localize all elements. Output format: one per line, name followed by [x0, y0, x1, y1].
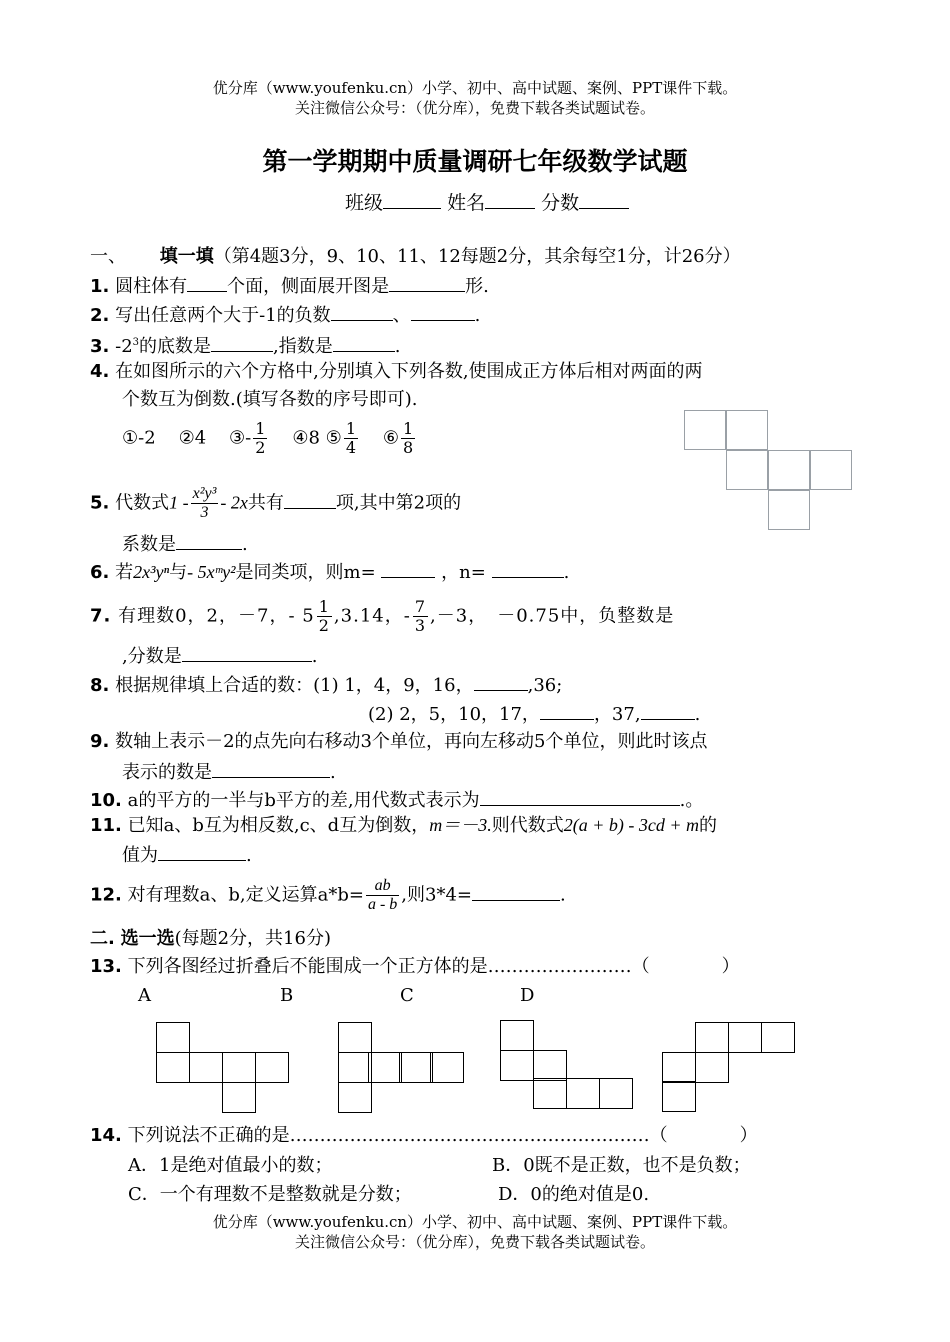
q6-text-4: ，n=: [441, 562, 486, 583]
question-3: [90, 331, 401, 359]
q12-text-2: ,则3*4=: [401, 884, 472, 906]
section-1-name: 填一填: [159, 246, 214, 267]
q4-cube-net-figure: [684, 410, 854, 532]
q4-number: 4.: [90, 361, 110, 382]
net-square: [726, 410, 768, 450]
q11-expr-1: m＝－3.: [429, 815, 492, 835]
net-square: [695, 1022, 729, 1053]
q6-blank-m: [381, 559, 435, 578]
question-6: [90, 559, 569, 585]
q5-denominator: 3: [200, 504, 209, 521]
q13-label-b: B: [280, 985, 294, 1006]
q5-text-4: .: [242, 534, 248, 555]
q6-expr-2: - 5xᵐy²: [187, 562, 236, 582]
net-square: [255, 1052, 289, 1083]
q7-fraction: [413, 598, 428, 635]
question-10: [90, 787, 703, 813]
q3-text-3: ,指数是: [273, 336, 333, 357]
q13-label-a: A: [138, 985, 151, 1006]
q14-option-c: C．一个有理数不是整数就是分数；: [128, 1184, 412, 1205]
q5-text-2: 共有: [247, 492, 284, 514]
q6-number: 6.: [90, 562, 110, 583]
section-1-label: 一、: [90, 246, 126, 267]
q12-fraction: [366, 877, 399, 914]
q10-blank: [480, 787, 680, 806]
q9-line-2: [122, 759, 336, 785]
score-blank: [579, 190, 629, 209]
q2-text-2: 、: [392, 305, 411, 326]
q7-numerator: 7: [414, 597, 427, 616]
q4-line-2: 个数互为倒数.(填写各数的序号即可).: [122, 389, 418, 410]
q3-base: -2: [115, 336, 133, 357]
q12-numerator: ab: [366, 877, 399, 896]
q1-number: 1.: [90, 276, 110, 297]
q2-text-3: .: [474, 305, 481, 326]
net-square: [399, 1052, 433, 1083]
q8-blank-2: [540, 701, 594, 720]
section-1-desc: （第4题3分，9、10、11、12每题2分，其余每空1分，计26分）: [213, 246, 741, 267]
net-square: [156, 1052, 190, 1083]
q6-text-1: 若: [115, 562, 134, 583]
score-label: 分数: [541, 192, 580, 214]
q1-text-3: 形.: [465, 276, 489, 297]
section-1-heading: [90, 245, 741, 269]
q14-option-a: A．1是绝对值最小的数；: [128, 1155, 333, 1176]
net-square: [338, 1082, 372, 1113]
class-blank: [383, 190, 441, 209]
section-2-name: 选一选: [120, 928, 175, 949]
q8-text-1: 根据规律填上合适的数：(1) 1，4，9，16，: [115, 675, 474, 696]
q7-mixed-whole: - 5: [288, 605, 315, 627]
section-2-desc: (每题2分，共16分): [174, 928, 331, 949]
q2-text-1: 写出任意两个大于-1的负数: [115, 305, 331, 326]
net-square: [599, 1078, 633, 1109]
q3-text-4: .: [394, 336, 401, 357]
q9-text-3: .: [330, 762, 336, 783]
net-square: [430, 1052, 464, 1083]
q12-blank: [472, 882, 560, 901]
q11-line-2: [122, 842, 252, 868]
q11-blank: [158, 842, 246, 861]
q4-option-1: ①-2: [122, 427, 156, 449]
q12-text-1: 对有理数a、b,定义运算a*b=: [127, 884, 364, 906]
q8-text-5: .: [694, 704, 701, 725]
q13-text-1: 下列各图经过折叠后不能围成一个正方体的是……………………（ ）: [127, 956, 740, 977]
name-blank: [485, 190, 535, 209]
q4-option-6-denominator: 8: [403, 438, 414, 457]
net-square: [368, 1052, 402, 1083]
net-square: [662, 1081, 696, 1112]
q4-option-5-fraction: [344, 420, 358, 457]
q7-text-3: ,－3， －0.75中，负整数是: [430, 605, 675, 627]
q4-option-3-numerator: 1: [255, 419, 266, 438]
q5-blank-2: [176, 531, 242, 550]
q7-mixed-numerator: 1: [318, 597, 330, 616]
q2-blank-2: [411, 302, 475, 321]
question-11: [90, 813, 717, 838]
q10-text-2: .。: [679, 790, 704, 811]
header-line-1: 优分库（www.youfenku.cn）小学、初中、高中试题、案例、PPT课件下载。: [212, 79, 738, 97]
q5-expr-2: - 2x: [220, 492, 248, 513]
q8-blank-3: [641, 701, 695, 720]
net-square: [810, 450, 852, 490]
q4-options: [122, 420, 417, 457]
q11-text-3: 的: [698, 815, 717, 836]
q4-line-1: 在如图所示的六个方格中,分别填入下列各数,使围成正方体后相对两面的两: [115, 361, 703, 382]
q6-text-5: .: [563, 562, 570, 583]
q5-line-2-text: 系数是: [122, 534, 176, 555]
q5-text-3: 项,其中第2项的: [335, 492, 462, 514]
q11-text-4: .: [246, 845, 252, 866]
question-5: [90, 485, 461, 522]
q4-option-2: ②4: [178, 427, 207, 449]
q4-option-5: ⑤: [325, 427, 342, 449]
q2-number: 2.: [90, 305, 110, 326]
q5-text-1: 代数式: [115, 492, 170, 514]
net-square: [500, 1050, 534, 1081]
q10-text-1: a的平方的一半与b平方的差,用代数式表示为: [127, 790, 480, 811]
q9-number: 9.: [90, 731, 110, 752]
q4-option-5-numerator: 1: [345, 419, 356, 438]
q9-blank: [212, 759, 330, 778]
q4-option-3-fraction: [253, 420, 267, 457]
q5-expr-1: 1 -: [169, 492, 189, 513]
q11-text-1: 已知a、b互为相反数,c、d互为倒数，: [127, 815, 430, 836]
q8-line-2: [368, 701, 700, 727]
footer-line-2: 关注微信公众号：（优分库），免费下载各类试题试卷。: [294, 1233, 655, 1251]
question-7: [90, 598, 674, 635]
page-title: 第一学期期中质量调研七年级数学试题: [262, 147, 688, 176]
net-square: [684, 410, 726, 450]
question-8: [90, 672, 562, 698]
q13-number: 13.: [90, 956, 122, 977]
q4-option-6: ⑥: [382, 427, 400, 449]
q4-option-6-fraction: [401, 420, 415, 457]
q4-option-6-numerator: 1: [403, 419, 414, 438]
net-square: [156, 1022, 190, 1053]
q14-option-b: B．0既不是正数，也不是负数；: [492, 1155, 751, 1176]
q13-label-d: D: [520, 985, 535, 1006]
header-line-2: 关注微信公众号：（优分库），免费下载各类试题试卷。: [294, 99, 655, 117]
q7-line-2-text: ,分数是: [122, 646, 182, 667]
q3-exponent: 3: [132, 337, 140, 348]
name-label: 姓名: [447, 192, 486, 214]
q5-line-2: [122, 531, 248, 557]
question-4: [90, 360, 703, 384]
net-square: [338, 1052, 372, 1083]
q8-blank-1: [474, 672, 528, 691]
q9-line-2-text: 表示的数是: [122, 762, 212, 783]
section-2-heading: [90, 927, 331, 951]
q7-mixed-denominator: 2: [318, 616, 330, 635]
question-2: [90, 302, 480, 328]
q14-text-1: 下列说法不正确的是……………………………………………………（ ）: [127, 1125, 758, 1146]
q11-line-2-text: 值为: [122, 845, 158, 866]
q4-option-4: ④8: [292, 427, 320, 449]
q10-number: 10.: [90, 790, 122, 811]
q5-numerator: x²y³: [192, 485, 217, 502]
q7-denominator: 3: [414, 616, 427, 635]
net-square: [533, 1050, 567, 1081]
question-12: [90, 877, 566, 914]
q7-text-2: ,3.14，: [333, 605, 404, 627]
footer-line-1: 优分库（www.youfenku.cn）小学、初中、高中试题、案例、PPT课件下载。: [212, 1213, 738, 1231]
q9-line-1: 数轴上表示－2的点先向右移动3个单位，再向左移动5个单位，则此时该点: [115, 731, 708, 752]
q11-text-2: 则代数式: [491, 815, 564, 836]
q6-blank-n: [492, 559, 564, 578]
q6-expr-1: 2x³yⁿ: [133, 562, 170, 582]
net-square: [768, 490, 810, 530]
net-square: [222, 1052, 256, 1083]
q7-line-2: [122, 643, 317, 669]
q5-number: 5.: [90, 492, 110, 514]
net-square: [533, 1078, 567, 1109]
student-info: [345, 188, 629, 215]
q7-number: 7.: [90, 605, 112, 627]
net-square: [566, 1078, 600, 1109]
section-2-label: 二.: [90, 928, 115, 949]
q3-blank-2: [333, 333, 395, 352]
class-label: 班级: [345, 192, 384, 214]
q8-text-3: (2) 2，5，10，17，: [368, 704, 540, 725]
q14-number: 14.: [90, 1125, 122, 1146]
q8-text-2: ,36;: [527, 675, 563, 696]
q8-number: 8.: [90, 675, 110, 696]
q2-blank-1: [331, 302, 393, 321]
q4-option-5-denominator: 4: [345, 438, 356, 457]
q12-text-3: .: [559, 884, 566, 906]
q11-number: 11.: [90, 815, 122, 836]
q3-blank-1: [211, 333, 273, 352]
net-square: [726, 450, 768, 490]
q5-blank-1: [284, 490, 336, 509]
q7-mixed-fraction: [317, 598, 332, 635]
q6-text-2: 与: [169, 562, 188, 583]
q7-blank-2: [182, 643, 312, 662]
q7-neg-sign: -: [403, 605, 411, 627]
net-square: [338, 1022, 372, 1053]
q1-blank-1: [187, 273, 227, 292]
question-1: [90, 273, 489, 299]
q7-text-4: .: [311, 646, 318, 667]
q1-blank-2: [389, 273, 465, 292]
q1-text-2: 个面，侧面展开图是: [227, 276, 390, 297]
q4-option-3: ③-: [229, 427, 252, 449]
q12-denominator: a - b: [367, 896, 398, 913]
net-square: [222, 1082, 256, 1113]
q4-option-3-denominator: 2: [255, 438, 266, 457]
question-14: [90, 1124, 758, 1148]
question-9: [90, 730, 707, 754]
q7-text-1: 有理数0，2，－7，: [118, 605, 289, 627]
net-square: [761, 1022, 795, 1053]
q6-text-3: 是同类项，则m=: [235, 562, 376, 583]
q13-label-c: C: [400, 985, 414, 1006]
question-13: [90, 955, 740, 979]
q3-text-2: 的底数是: [139, 336, 212, 357]
q5-fraction: [191, 485, 219, 522]
net-square: [728, 1022, 762, 1053]
q3-number: 3.: [90, 336, 110, 357]
q11-expr-2: 2(a + b) - 3cd + m: [563, 815, 699, 835]
net-square: [662, 1052, 696, 1083]
q8-text-4: ，37,: [593, 704, 641, 725]
q1-text-1: 圆柱体有: [115, 276, 188, 297]
net-square: [695, 1052, 729, 1083]
net-square: [768, 450, 810, 490]
net-square: [500, 1020, 534, 1051]
net-square: [189, 1052, 223, 1083]
q12-number: 12.: [90, 884, 122, 906]
q14-option-d: D．0的绝对值是0.: [498, 1184, 650, 1205]
